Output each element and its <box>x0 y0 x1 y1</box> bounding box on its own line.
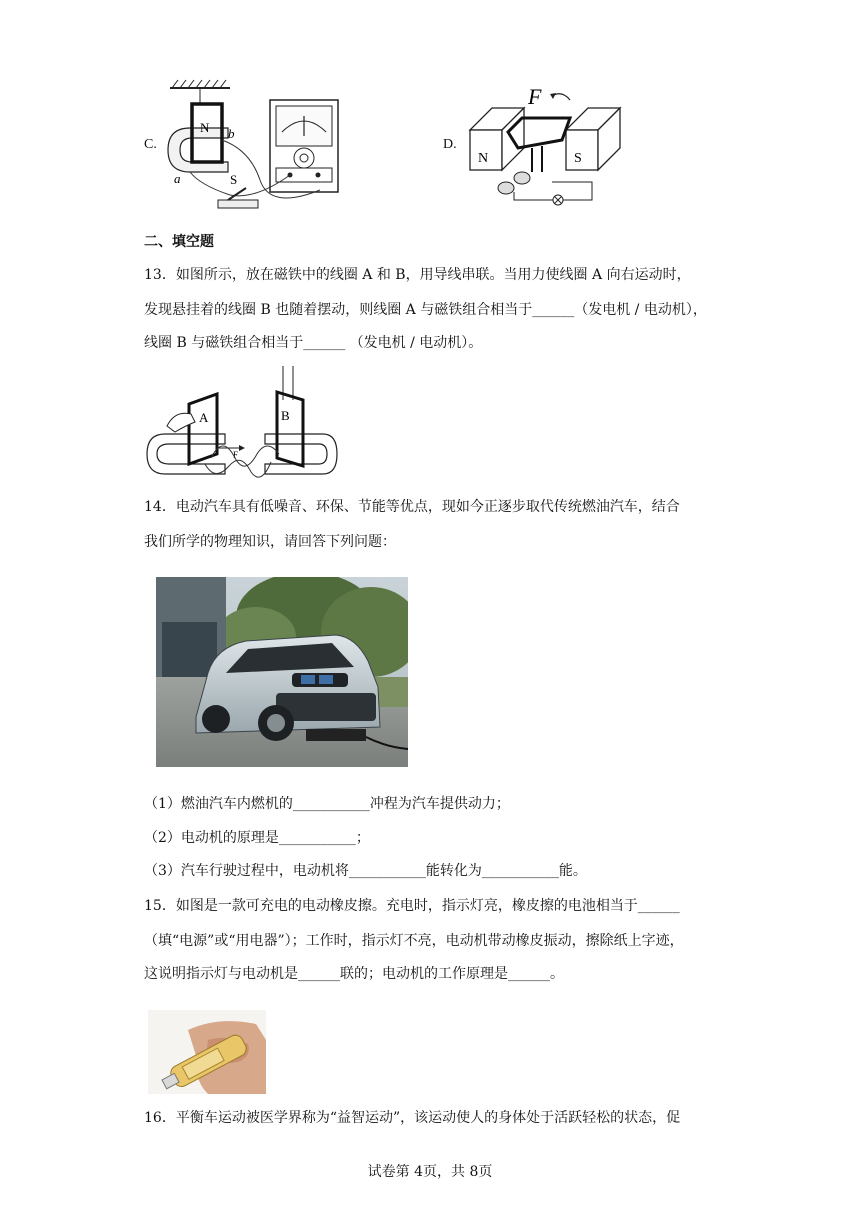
q13-line-3: 线圈 B 与磁铁组合相当于______ （发电机 / 电动机）。 <box>144 335 483 351</box>
section-heading: 二、填空题 <box>144 234 214 250</box>
q14-sub-3: （3）汽车行驶过程中，电动机将___________能转化为___________能。 <box>144 863 587 879</box>
q14-sub-2: （2）电动机的原理是___________； <box>144 830 370 846</box>
electric-eraser-photo <box>148 1010 266 1094</box>
q13-line-2: 发现悬挂着的线圈 B 也随着摆动，则线圈 A 与磁铁组合相当于______（发电机 / 电动机）， <box>144 302 707 318</box>
q16-line-1: 16．平衡车运动被医学界称为“益智运动”，该运动使人的身体处于活跃轻松的状态，促 <box>144 1110 681 1126</box>
q14-sub-1: （1）燃油汽车内燃机的___________冲程为汽车提供动力； <box>144 796 510 812</box>
q13-line-1: 13．如图所示，放在磁铁中的线圈 A 和 B，用导线串联。当用力使线圈 A 向右运动时， <box>144 267 691 283</box>
figure-d-f-label: F <box>528 84 542 109</box>
q15-line-3: 这说明指示灯与电动机是______联的；电动机的工作原理是______。 <box>144 966 564 982</box>
figure-c-a-label: a <box>174 171 181 186</box>
page-footer: 试卷第 4页，共 8页 <box>367 1164 493 1180</box>
q13-fig-a-label: A <box>199 410 209 425</box>
figure-c-b-label: b <box>228 126 235 141</box>
electric-car-photo <box>156 577 408 767</box>
q15-line-1: 15．如图是一款可充电的电动橡皮擦。充电时，指示灯亮，橡皮擦的电池相当于______ <box>144 898 680 914</box>
option-c-label: C. <box>144 137 157 152</box>
figure-c-generator-diagram <box>160 70 345 215</box>
q13-fig-b-label: B <box>281 408 290 423</box>
q13-coil-figure <box>145 362 340 487</box>
q14-line-2: 我们所学的物理知识，请回答下列问题： <box>144 534 396 550</box>
option-d-label: D. <box>443 137 457 152</box>
figure-d-motor-diagram <box>462 82 627 207</box>
figure-d-n-label: N <box>478 151 489 166</box>
figure-c-s-label: S <box>230 172 238 187</box>
figure-c-n-label: N <box>200 120 210 135</box>
q13-fig-f-label: F <box>233 450 239 460</box>
q14-line-1: 14．电动汽车具有低噪音、环保、节能等优点，现如今正逐步取代传统燃油汽车，结合 <box>144 499 680 515</box>
figure-d-s-label: S <box>574 151 582 166</box>
q15-line-2: （填“电源”或“用电器”）；工作时，指示灯不亮，电动机带动橡皮振动，擦除纸上字迹， <box>144 933 684 949</box>
